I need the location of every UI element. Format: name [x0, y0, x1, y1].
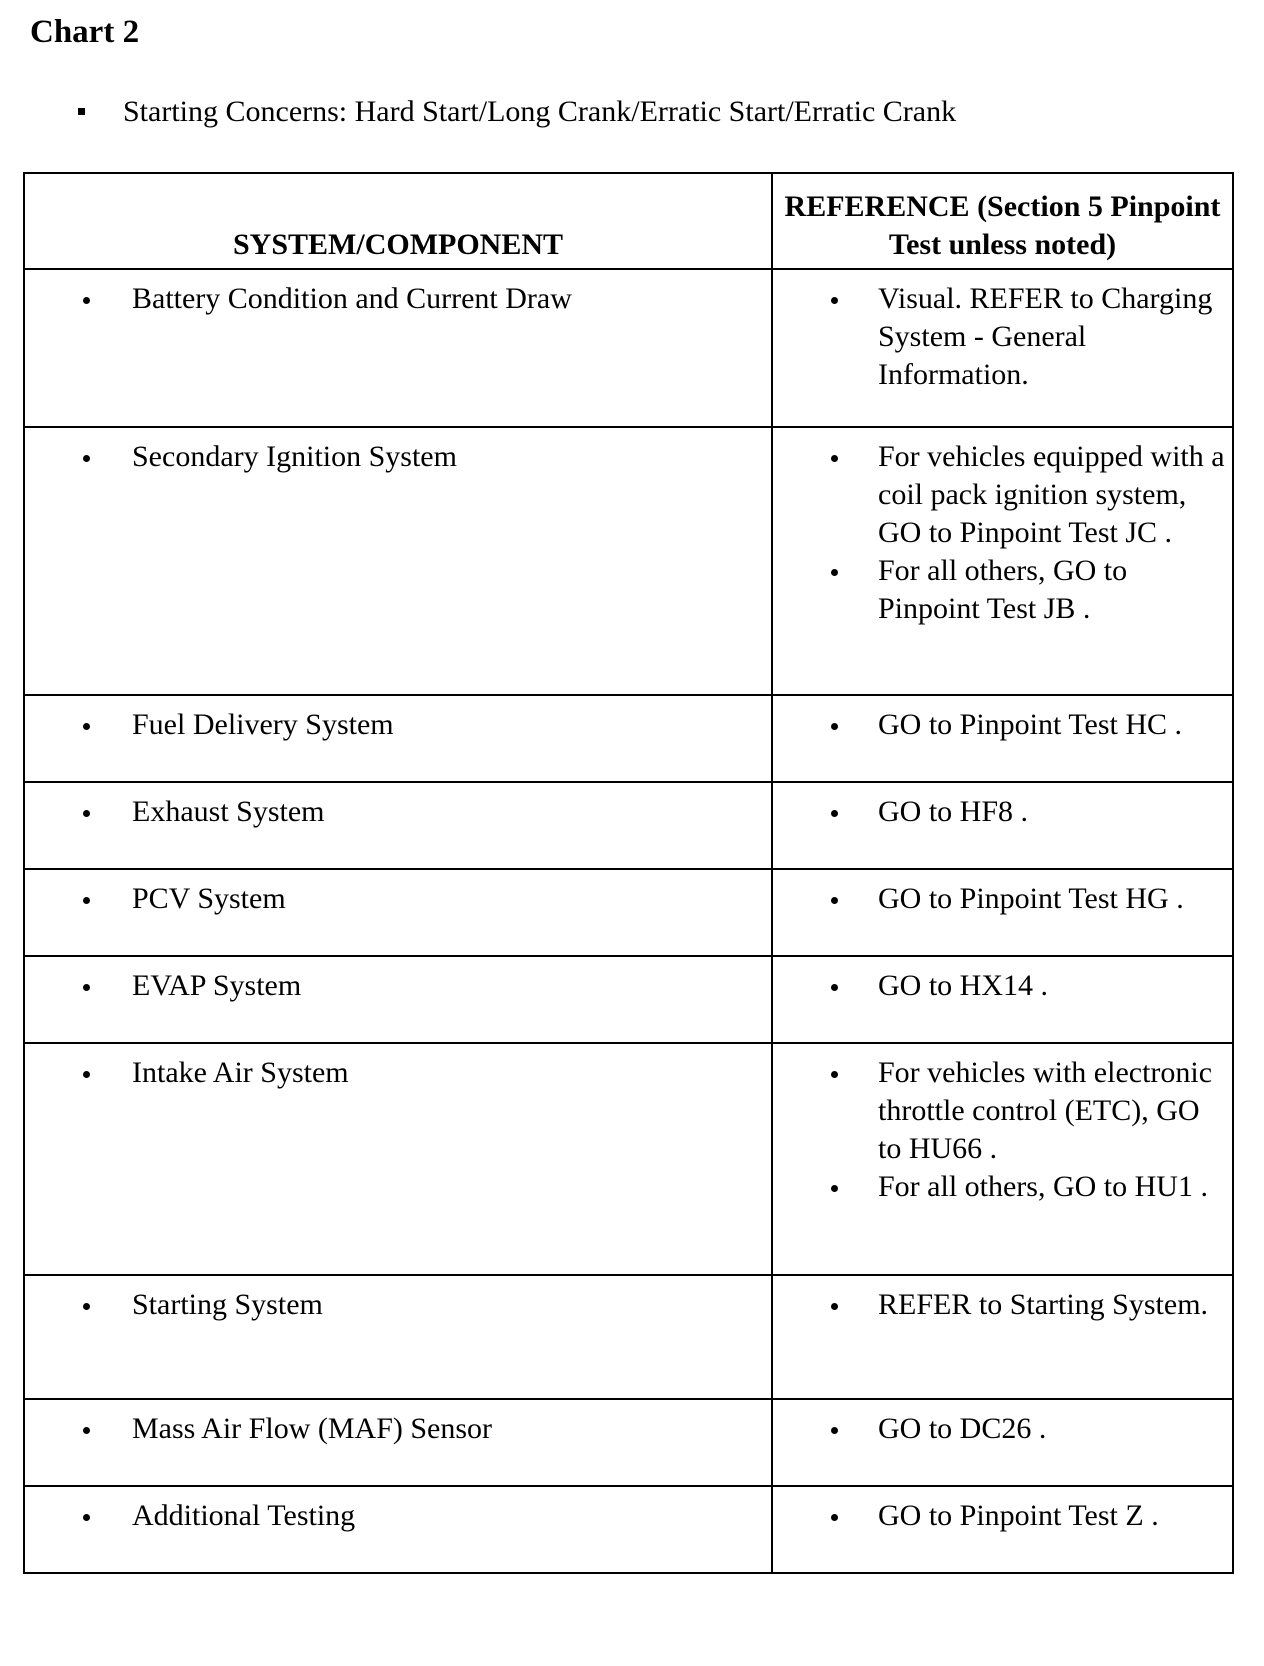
reference-text: GO to Pinpoint Test Z .	[878, 1499, 1159, 1532]
reference-text: REFER to Starting System.	[878, 1288, 1209, 1321]
reference-text: GO to HF8 .	[878, 795, 1029, 828]
bullet-icon	[831, 1427, 838, 1434]
reference-cell	[772, 869, 1233, 956]
bullet-icon	[83, 1071, 90, 1078]
system-cell	[24, 1275, 772, 1399]
system-name: Secondary Ignition System	[132, 440, 457, 473]
system-name: Intake Air System	[132, 1056, 349, 1089]
reference-text: GO to Pinpoint Test HC .	[878, 708, 1183, 741]
reference-text: GO to DC26 .	[878, 1412, 1047, 1445]
bullet-icon	[831, 569, 838, 576]
bullet-icon	[831, 1514, 838, 1521]
bullet-icon	[83, 1514, 90, 1521]
page-title: Chart 2	[30, 14, 140, 50]
reference-cell	[772, 956, 1233, 1043]
bullet-icon	[83, 810, 90, 817]
table-row	[24, 1275, 1233, 1399]
system-name: Battery Condition and Current Draw	[132, 282, 572, 315]
table-row	[24, 1486, 1233, 1573]
system-cell	[24, 869, 772, 956]
system-cell	[24, 782, 772, 869]
bullet-icon	[831, 297, 838, 304]
reference-text: For vehicles with electronic throttle control (ETC), GO to HU66 .	[878, 1056, 1213, 1165]
reference-cell	[772, 269, 1233, 427]
bullet-icon	[831, 1185, 838, 1192]
reference-text: Visual. REFER to Charging System - General Information.	[878, 282, 1213, 391]
system-cell	[24, 1043, 772, 1275]
reference-text: For all others, GO to Pinpoint Test JB .	[878, 554, 1128, 625]
bullet-icon	[831, 455, 838, 462]
bullet-icon	[831, 984, 838, 991]
reference-cell	[772, 1275, 1233, 1399]
header-system-component: SYSTEM/COMPONENT	[24, 173, 772, 269]
table-row	[24, 1399, 1233, 1486]
bullet-icon	[83, 297, 90, 304]
reference-text: GO to HX14 .	[878, 969, 1048, 1002]
reference-text: For all others, GO to HU1 .	[878, 1170, 1208, 1203]
header-reference: REFERENCE (Section 5 Pinpoint Test unless noted)	[772, 173, 1233, 269]
table-row	[24, 869, 1233, 956]
reference-table	[23, 172, 1234, 1574]
system-cell	[24, 695, 772, 782]
reference-cell	[772, 427, 1233, 695]
bullet-icon	[831, 897, 838, 904]
bullet-icon	[83, 897, 90, 904]
square-bullet-icon	[78, 108, 85, 115]
reference-text: GO to Pinpoint Test HG .	[878, 882, 1184, 915]
bullet-icon	[83, 723, 90, 730]
system-cell	[24, 1399, 772, 1486]
system-name: EVAP System	[132, 969, 302, 1002]
system-cell	[24, 1486, 772, 1573]
reference-text: For vehicles equipped with a coil pack ignition system, GO to Pinpoint Test JC .	[878, 440, 1225, 549]
table-row	[24, 427, 1233, 695]
table-row	[24, 695, 1233, 782]
system-cell	[24, 269, 772, 427]
system-name: Starting System	[132, 1288, 323, 1321]
table-row	[24, 269, 1233, 427]
reference-cell	[772, 1043, 1233, 1275]
reference-cell	[772, 695, 1233, 782]
bullet-icon	[831, 1303, 838, 1310]
system-name: Mass Air Flow (MAF) Sensor	[132, 1412, 493, 1445]
system-name: Fuel Delivery System	[132, 708, 394, 741]
bullet-icon	[83, 1427, 90, 1434]
bullet-icon	[831, 1071, 838, 1078]
bullet-icon	[83, 984, 90, 991]
reference-cell	[772, 1486, 1233, 1573]
reference-cell	[772, 782, 1233, 869]
bullet-icon	[831, 723, 838, 730]
table-row	[24, 956, 1233, 1043]
system-name: Exhaust System	[132, 795, 325, 828]
system-cell	[24, 427, 772, 695]
table-header-row	[24, 173, 1233, 269]
table-row	[24, 1043, 1233, 1275]
system-name: Additional Testing	[132, 1499, 356, 1532]
system-cell	[24, 956, 772, 1043]
reference-cell	[772, 1399, 1233, 1486]
bullet-icon	[831, 810, 838, 817]
bullet-icon	[83, 455, 90, 462]
intro-text: Starting Concerns: Hard Start/Long Crank/Erratic Start/Erratic Crank	[123, 95, 957, 128]
table-row	[24, 782, 1233, 869]
system-name: PCV System	[132, 882, 286, 915]
intro-line	[78, 95, 956, 129]
bullet-icon	[83, 1303, 90, 1310]
